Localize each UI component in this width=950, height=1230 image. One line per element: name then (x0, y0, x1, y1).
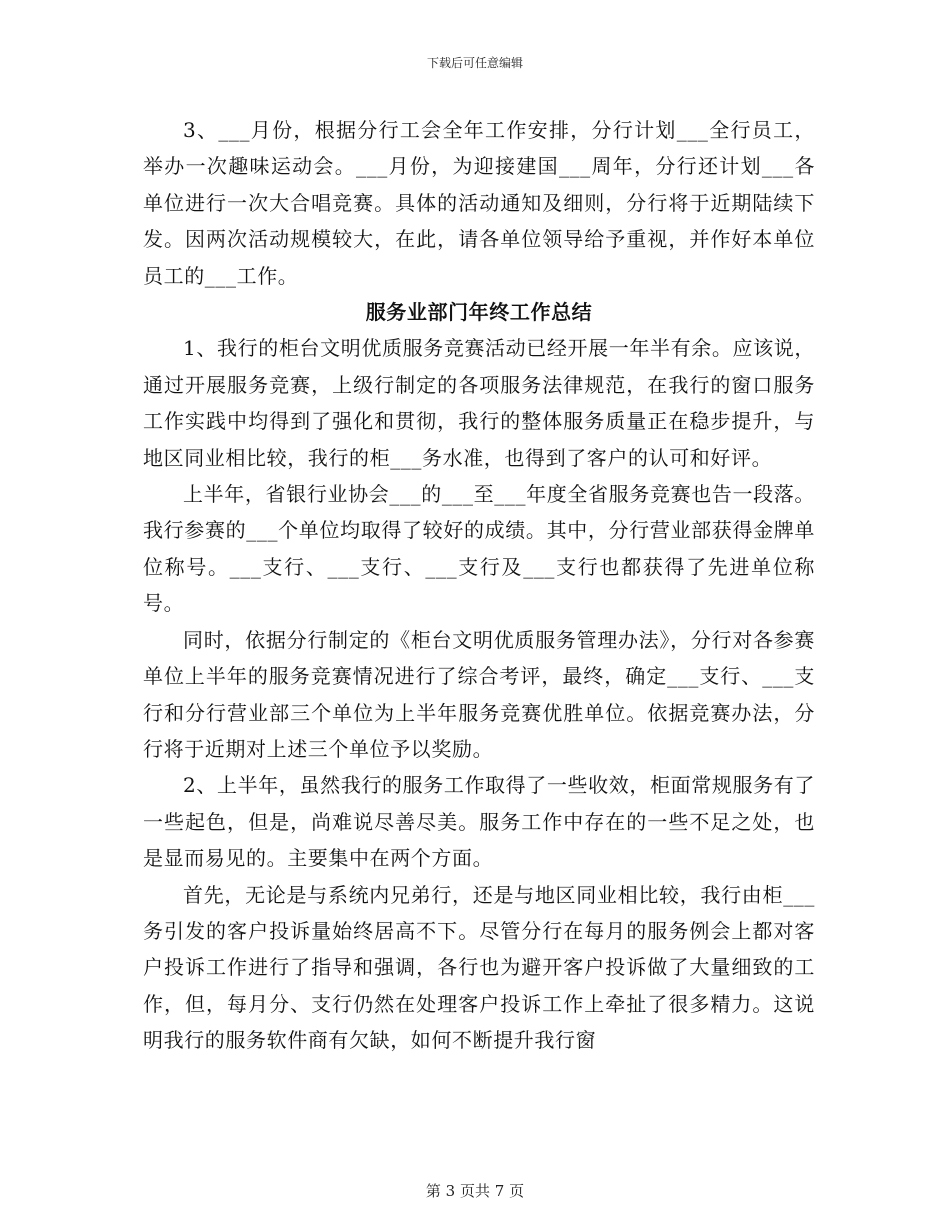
page-footer: 第 3 页共 7 页 (425, 1182, 525, 1200)
paragraph-5: 首先，无论是与系统内兄弟行，还是与地区同业相比较，我行由柜___务引发的客户投诉量始终居高不下。尽管分行在每月的服务例会上都对客户投诉工作进行了指导和强调，各行也为避开客户投诉做了大量细致的工作，但，每月分、支行仍然在处理客户投诉工作上牵扯了很多精力。这说明我行的服务软件商有欠缺，如何不断提升我行窗 (143, 882, 815, 1053)
paragraph-3: 同时，依据分行制定的《柜台文明优质服务管理办法》，分行对各参赛单位上半年的服务竞赛情况进行了综合考评，最终，确定___支行、___支行和分行营业部三个单位为上半年服务竞赛优胜单位。依据竞赛办法，分行将于近期对上述三个单位予以奖励。 (143, 627, 815, 761)
paragraph-intro-3: 3、___月份，根据分行工会全年工作安排，分行计划___全行员工，举办一次趣味运动会。___月份，为迎接建国___周年，分行还计划___各单位进行一次大合唱竞赛。具体的活动通知及细则，分行将于近期陆续下发。因两次活动规模较大，在此，请各单位领导给予重视，并作好本单位员工的___工作。 (143, 118, 815, 288)
paragraph-4: 2、上半年，虽然我行的服务工作取得了一些收效，柜面常规服务有了一些起色，但是，尚难说尽善尽美。服务工作中存在的一些不足之处，也是显而易见的。主要集中在两个方面。 (143, 773, 815, 871)
section-title: 服务业部门年终工作总结 (365, 300, 593, 325)
document-body (143, 112, 815, 1059)
paragraph-1: 1、我行的柜台文明优质服务竞赛活动已经开展一年半有余。应该说，通过开展服务竞赛，上级行制定的各项服务法律规范，在我行的窗口服务工作实践中均得到了强化和贯彻，我行的整体服务质量正在稳步提升，与地区同业相比较，我行的柜___务水准，也得到了客户的认可和好评。 (143, 336, 815, 470)
paragraph-2: 上半年，省银行业协会___的___至___年度全省服务竞赛也告一段落。我行参赛的___个单位均取得了较好的成绩。其中，分行营业部获得金牌单位称号。___支行、___支行、___支行及___支行也都获得了先进单位称号。 (143, 482, 815, 616)
page-header: 下载后可任意编辑 (426, 56, 523, 70)
